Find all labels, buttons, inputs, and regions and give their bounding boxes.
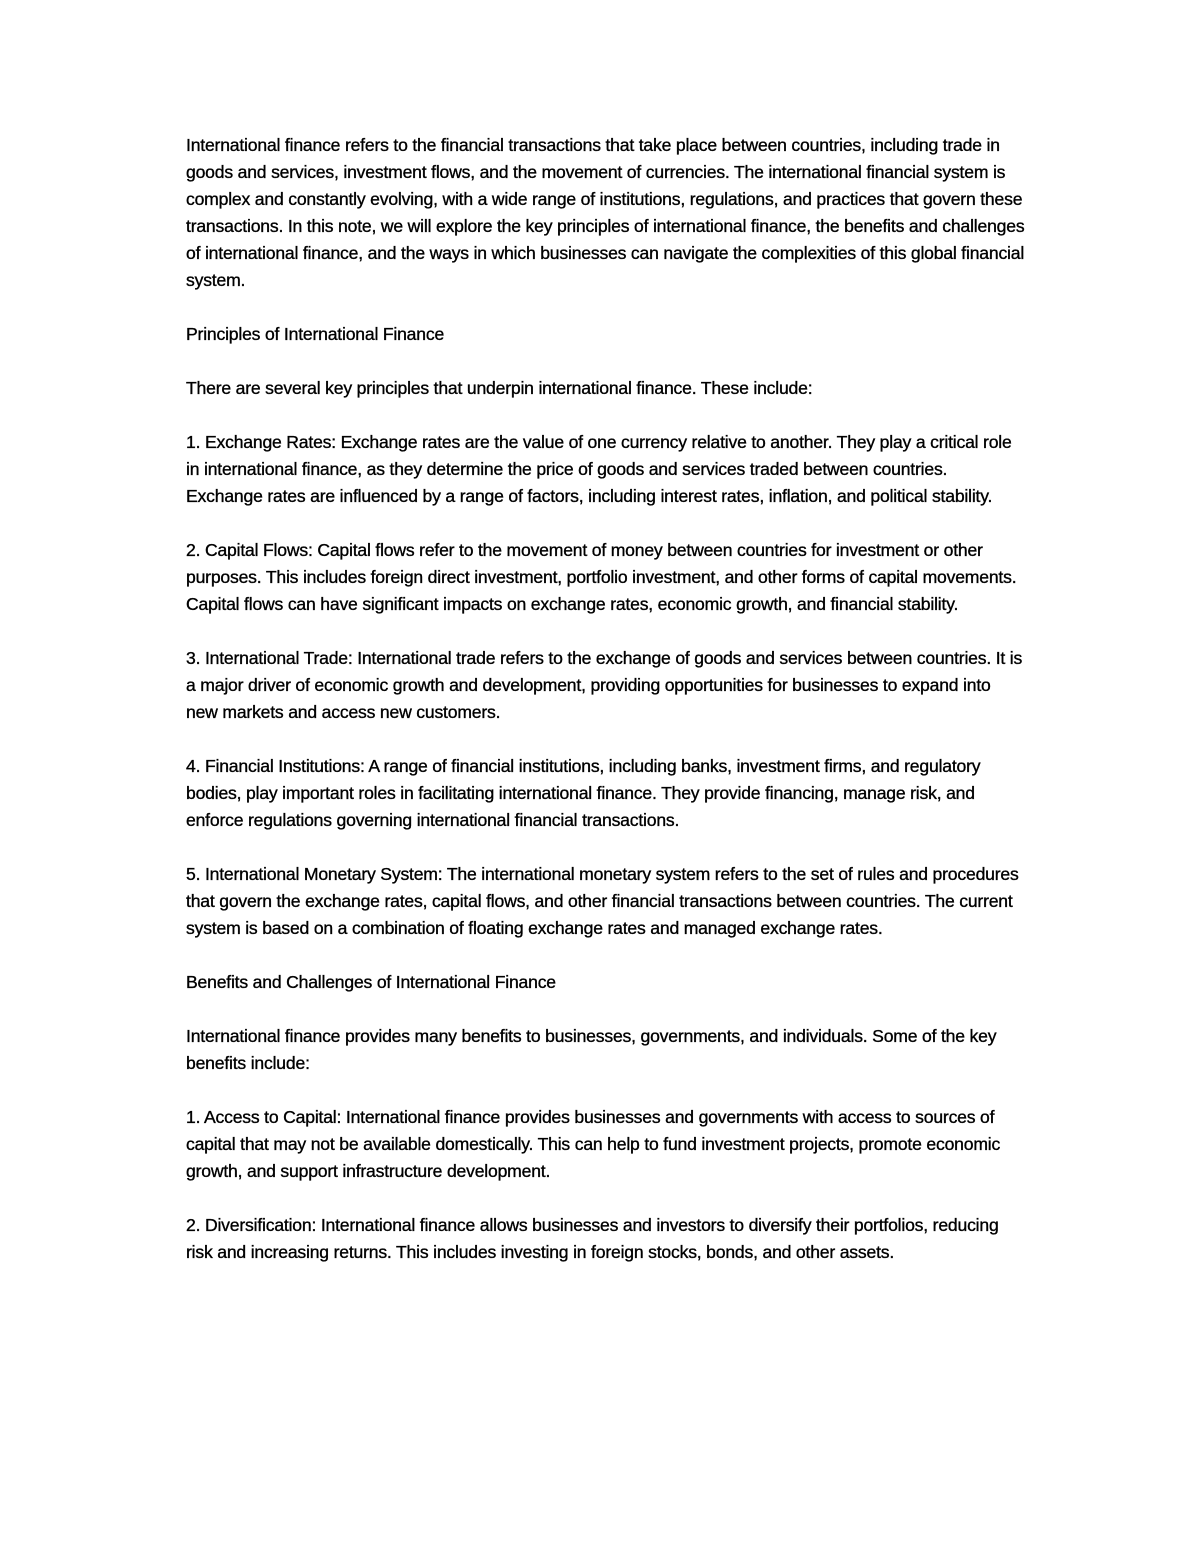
list-item-monetary-system: 5. International Monetary System: The international monetary system refers to the set of rules and procedures that govern the exchange rates, capital flows, and other financial transactions between countries. The current system is based on a combination of floating exchange rates and managed exchange rates.	[186, 864, 1019, 938]
document-body	[186, 132, 1026, 1293]
section-heading-benefits: Benefits and Challenges of International Finance	[186, 972, 556, 992]
list-item-diversification: 2. Diversification: International finance allows businesses and investors to diversify their portfolios, reducing risk and increasing returns. This includes investing in foreign stocks, bonds, and other assets.	[186, 1215, 999, 1262]
list-item-capital-flows: 2. Capital Flows: Capital flows refer to the movement of money between countries for investment or other purposes. This includes foreign direct investment, portfolio investment, and other forms of capital movements. Capital flows can have significant impacts on exchange rates, economic growth, and financial stability.	[186, 540, 1017, 614]
section-heading-principles: Principles of International Finance	[186, 324, 445, 344]
section-lead-benefits: International finance provides many benefits to businesses, governments, and individuals. Some of the key benefits include:	[186, 1026, 997, 1073]
list-item-access-to-capital: 1. Access to Capital: International finance provides businesses and governments with access to sources of capital that may not be available domestically. This can help to fund investment projects, promote economic growth, and support infrastructure development.	[186, 1107, 1001, 1181]
intro-paragraph: International finance refers to the financial transactions that take place between countries, including trade in goods and services, investment flows, and the movement of currencies. The international financial system is complex and constantly evolving, with a wide range of institutions, regulations, and practices that govern these transactions. In this note, we will explore the key principles of international finance, the benefits and challenges of international finance, and the ways in which businesses can navigate the complexities of this global financial system.	[186, 135, 1025, 290]
list-item-international-trade: 3. International Trade: International trade refers to the exchange of goods and services between countries. It is a major driver of economic growth and development, providing opportunities for businesses to expand into new markets and access new customers.	[186, 648, 1023, 722]
list-item-exchange-rates: 1. Exchange Rates: Exchange rates are the value of one currency relative to another. They play a critical role in international finance, as they determine the price of goods and services traded between countries. Exchange rates are influenced by a range of factors, including interest rates, inflation, and political stability.	[186, 432, 1012, 506]
list-item-financial-institutions: 4. Financial Institutions: A range of financial institutions, including banks, investment firms, and regulatory bodies, play important roles in facilitating international finance. They provide financing, manage risk, and enforce regulations governing international financial transactions.	[186, 756, 981, 830]
section-lead-principles: There are several key principles that underpin international finance. These include:	[186, 378, 813, 398]
